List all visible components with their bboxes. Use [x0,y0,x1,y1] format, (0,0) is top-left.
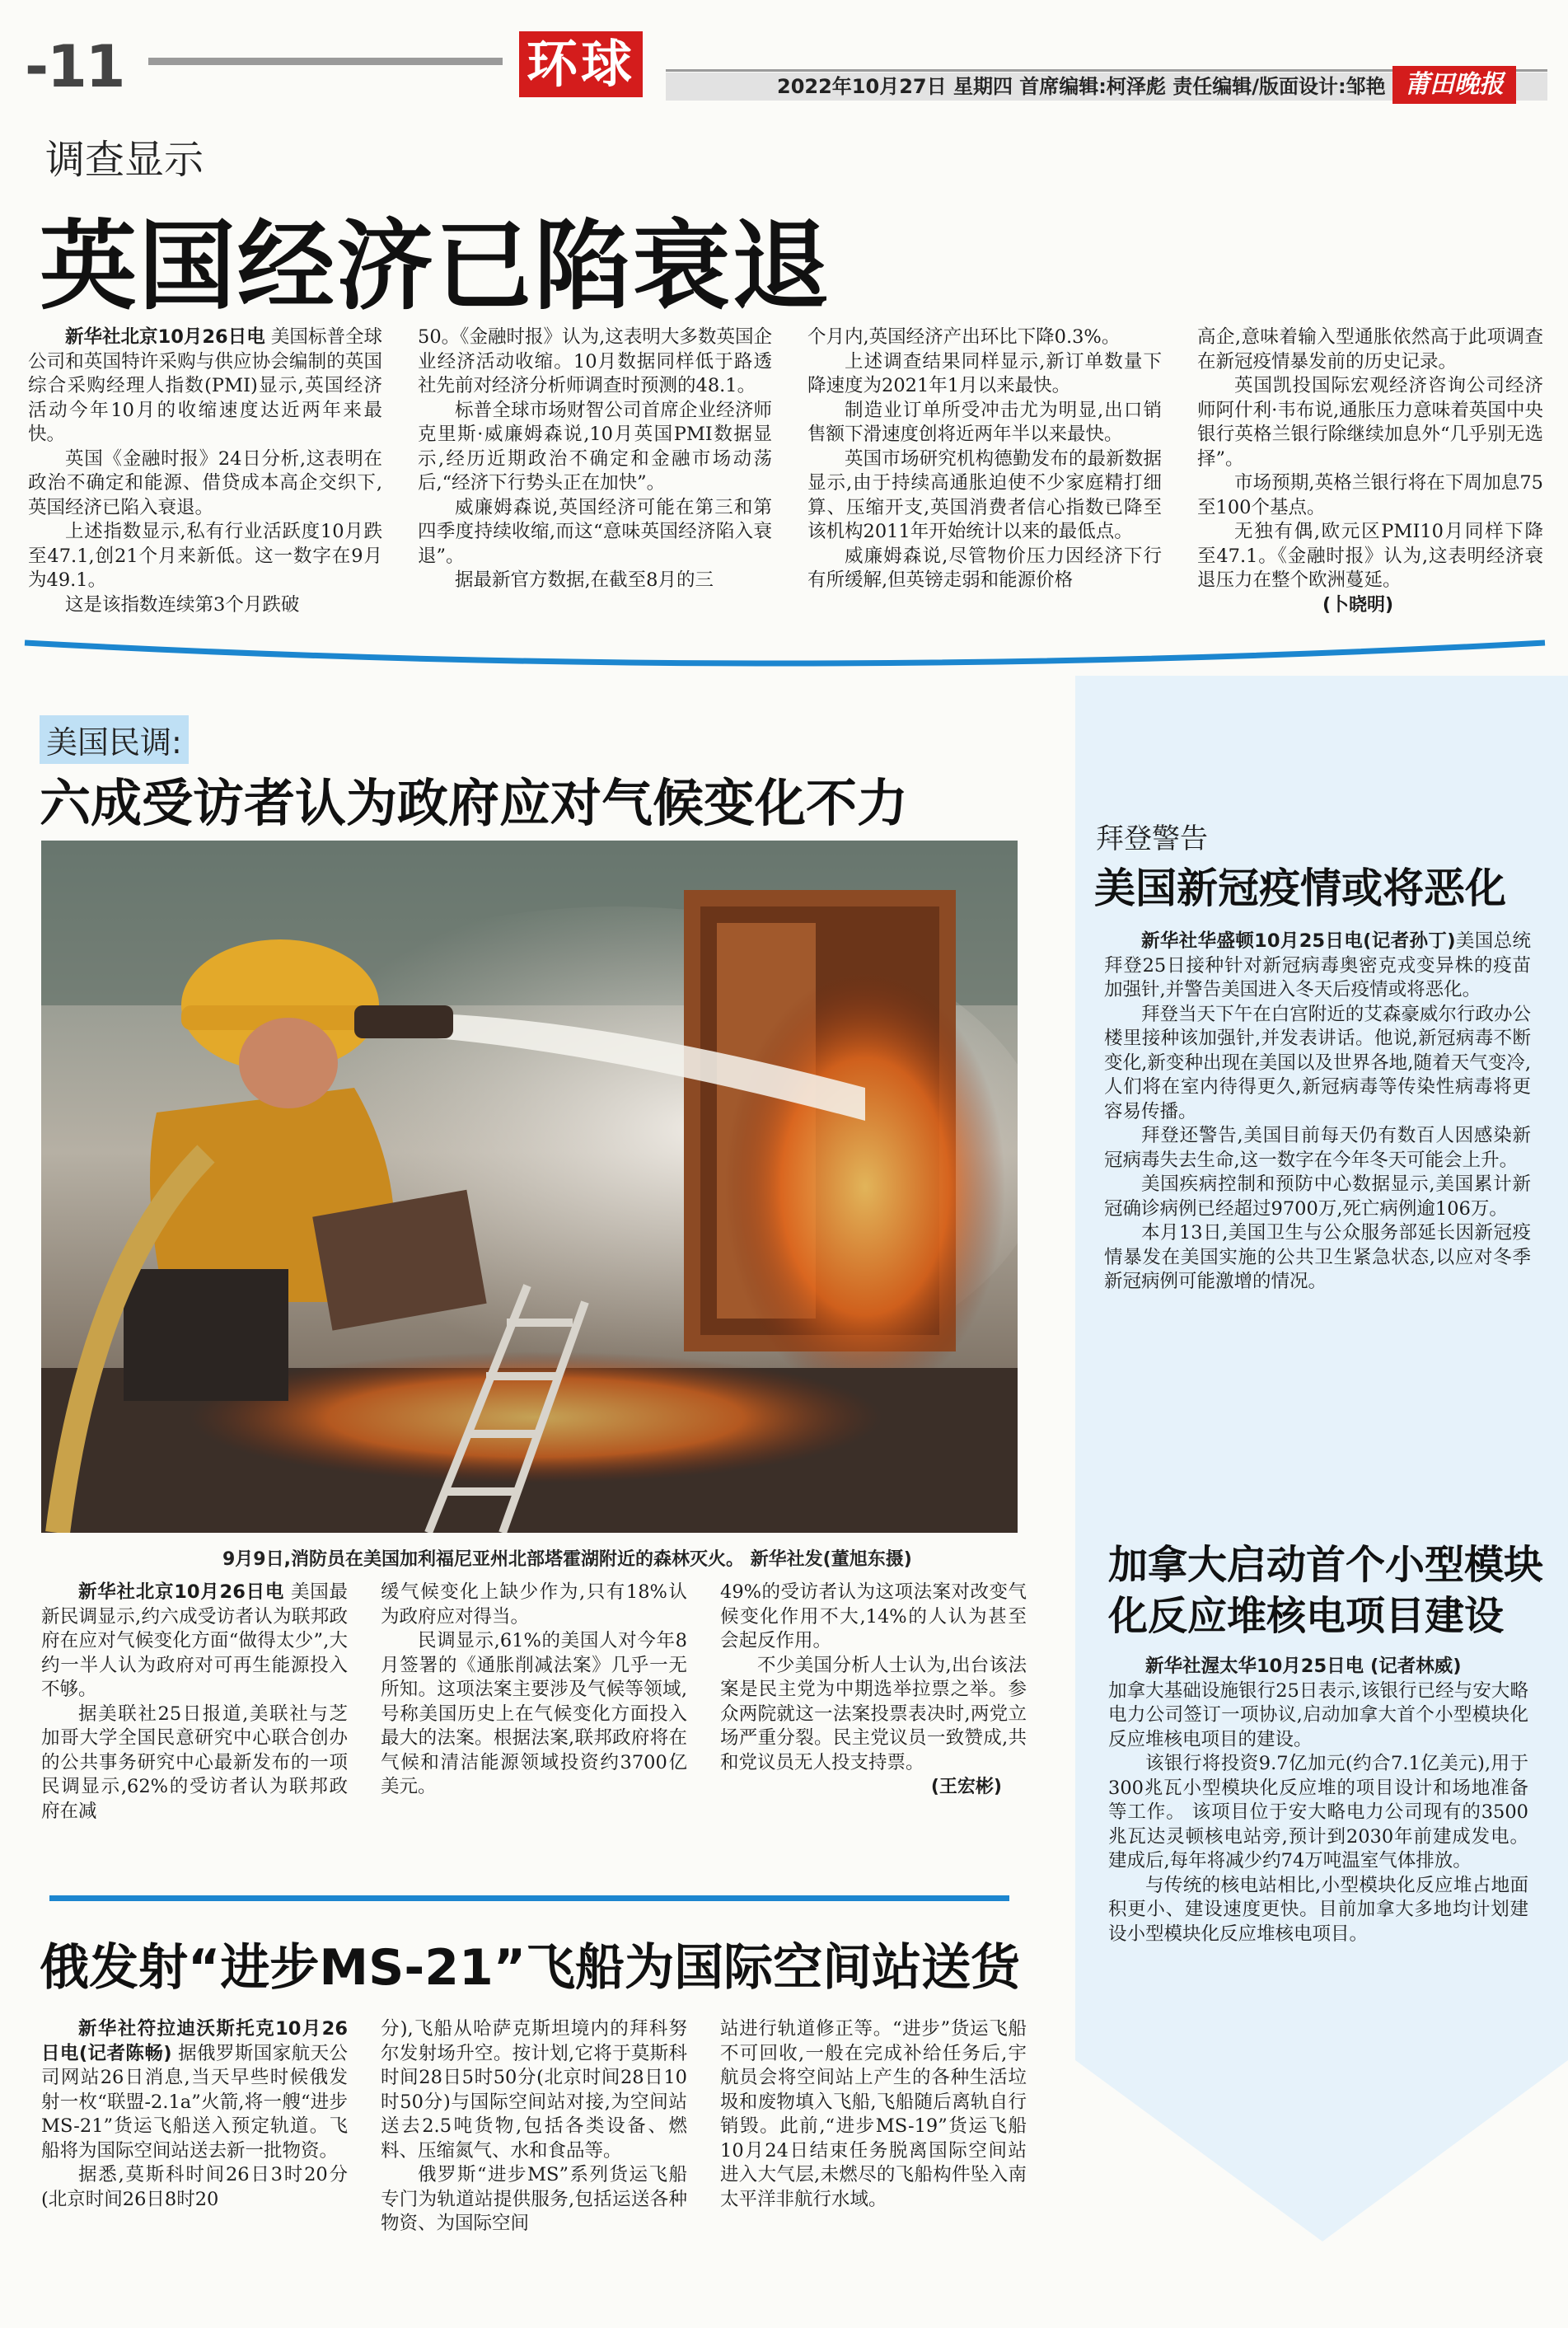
article2-kicker: 美国民调: [40,715,189,764]
article2-col1: 新华社北京10月26日电 美国最新民调显示,约六成受访者认为联邦政府在应对气候变化方面“做得太少”,大约一半人认为政府对可再生能源投入不够。 据美联社25日报道,美联社与芝加哥大学全国民意研究中心联合创办的公共事务研究中心最新发布的一项民调显示,62%的受访者认为联邦政府在减 [41,1581,348,1822]
sidebar1-body: 新华社华盛顿10月25日电(记者孙丁)美国总统拜登25日接种针对新冠病毒奥密克戎变异株的疫苗加强针,并警告美国进入冬天后疫情或将恶化。 拜登当天下午在白宫附近的艾森豪威尔行政办公楼里接种该加强针,并发表讲话。他说,新冠病毒不断变化,新变种出现在美国以及世界各地,随着天气变冷,人们将在室内待得更久,新冠病毒等传染性病毒将更容易传播。 拜登还警告,美国目前每天仍有数百人因感染新冠病毒失去生命,这一数字在今年冬天可能会上升。 美国疾病控制和预防中心数据显示,美国累计新冠确诊病例已经超过9700万,死亡病例逾106万。 本月13日,美国卫生与公众服务部延长因新冠疫情暴发在美国实施的公共卫生紧急状态,以应对冬季新冠病例可能激增的情况。 [1104,930,1531,1292]
article1-kicker: 调查显示 [45,137,204,183]
paper-logo: 莆田晚报 [1392,66,1516,104]
sidebar1-headline: 美国新冠疫情或将恶化 [1094,864,1506,912]
article1-byline: (卜晓明) [1322,594,1394,616]
article3-col1: 新华社符拉迪沃斯托克10月26日电(记者陈畅) 据俄罗斯国家航天公司网站26日消息,当天早些时候俄发射一枚“联盟-2.1a”火箭,将一艘“进步MS-21”货运飞船送入预定轨道。飞船将为国际空间站送去新一批物资。 据悉,莫斯科时间26日3时20分(北京时间26日8时20 [41,2018,348,2210]
sidebar-panel [1075,676,1568,2328]
date-line: 2022年10月27日 星期四 首席编辑:柯泽彪 责任编辑/版面设计:邹艳 [666,73,1547,101]
sidebar1-dateline: 新华社华盛顿10月25日电(记者孙丁) [1141,930,1456,952]
sidebar2-body: 新华社渥太华10月25日电 (记者林威) 加拿大基础设施银行25日表示,该银行已经与安大略电力公司签订一项协议,启动加拿大首个小型模块化反应堆核电项目的建设。 该银行将投资9.7亿加元(约合7.1亿美元),用于300兆瓦小型模块化反应堆的项目设计和场地准备等工作。 该项目位于安大略电力公司现有的3500兆瓦达灵顿核电站旁,预计到2030年前建成发电。建成后,每年将减少约74万吨温室气体排放。 与传统的核电站相比,小型模块化反应堆占地面积更小、建设速度更快。目前加拿大多地均计划建设小型模块化反应堆核电项目。 [1108,1656,1528,1945]
article2-divider [49,1895,1009,1901]
article2-col3: 49%的受访者认为这项法案对改变气候变化作用不大,14%的人认为甚至会起反作用。 不少美国分析人士认为,出台该法案是民主党为中期选举拉票之举。参众两院就这一法案投票表决时,两党立场严重分裂。民主党议员一致赞成,共和党议员无人投支持票。 (王宏彬) [720,1581,1027,1800]
photo-caption: 9月9日,消防员在美国加利福尼亚州北部塔霍湖附近的森林灭火。 新华社发(董旭东摄) [222,1549,912,1570]
article3-col3: 站进行轨道修正等。“进步”货运飞船不可回收,一般在完成补给任务后,宇航员会将空间站上产生的各种生活垃圾和废物填入飞船,飞船随后离轨自行销毁。此前,“进步MS-19”货运飞船10月24日结束任务脱离国际空间站进入大气层,未燃尽的飞船构件坠入南太平洋非航行水域。 [720,2018,1027,2210]
article1-col1: 新华社北京10月26日电 美国标普全球公司和英国特许采购与供应协会编制的英国综合采购经理人指数(PMI)显示,英国经济活动今年10月的收缩速度达近两年来最快。 英国《金融时报》24日分析,这表明在政治不确定和能源、借贷成本高企交织下,英国经济已陷入衰退。 上述指数显示,私有行业活跃度10月跌至47.1,创21个月来新低。这一数字在9月为49.1。 这是该指数连续第3个月跌破 [28,326,382,616]
section-tag: 环球 [519,31,643,97]
article1-headline: 英国经济已陷衰退 [40,209,831,323]
article2-col2: 缓气候变化上缺少作为,只有18%认为政府应对得当。 民调显示,61%的美国人对今年8月签署的《通胀削减法案》几乎一无所知。这项法案主要涉及气候等领域,号称美国历史上在气候变化方面投入最大的法案。根据法案,联邦政府将在气候和清洁能源领域投资约3700亿美元。 [381,1581,687,1797]
article2-dateline: 新华社北京10月26日电 [78,1581,285,1603]
page-number: -11 [25,33,124,101]
article2-headline: 六成受访者认为政府应对气候变化不力 [40,773,909,833]
sidebar2-headline-line1: 加拿大启动首个小型模块 [1108,1542,1544,1588]
masthead-rule [148,58,503,65]
sidebar2-dateline: 新华社渥太华10月25日电 (记者林威) [1145,1656,1462,1677]
article1-col4: 高企,意味着输入型通胀依然高于此项调查在新冠疫情暴发前的历史记录。 英国凯投国际宏观经济咨询公司经济师阿什利·韦布说,通胀压力意味着英国中央银行英格兰银行除继续加息外“几乎别无选择”。 市场预期,英格兰银行将在下周加息75至100个基点。 无独有偶,欧元区PMI10月同样下降至47.1。《金融时报》认为,这表明经济衰退压力在整个欧洲蔓延。 (卜晓明) [1197,326,1543,617]
article1-col2: 50。《金融时报》认为,这表明大多数英国企业经济活动收缩。10月数据同样低于路透社先前对经济分析师调查时预测的48.1。 标普全球市场财智公司首席企业经济师克里斯·威廉姆森说,10月英国PMI数据显示,经历近期政治不确定和金融市场动荡后,“经济下行势头正在加快”。 威廉姆森说,英国经济可能在第三和第四季度持续收缩,而这“意味英国经济陷入衰退”。 据最新官方数据,在截至8月的三 [418,326,772,591]
article3-headline: 俄发射“进步MS-21”飞船为国际空间站送货 [40,1939,1021,1997]
article1-dateline: 新华社北京10月26日电 [65,326,265,348]
sidebar1-kicker: 拜登警告 [1096,822,1208,855]
firefighter-photo [41,841,1018,1533]
sidebar2-headline-line2: 化反应堆核电项目建设 [1108,1593,1505,1639]
article3-col2: 分),飞船从哈萨克斯坦境内的拜科努尔发射场升空。按计划,它将于莫斯科时间28日5时50分(北京时间28日10时50分)与国际空间站对接,为空间站送去2.5吨货物,包括各类设备、燃料、压缩氮气、水和食品等。 俄罗斯“进步MS”系列货运飞船专门为轨道站提供服务,包括运送各种物资、为国际空间 [381,2018,687,2234]
article1-col3: 个月内,英国经济产出环比下降0.3%。 上述调查结果同样显示,新订单数量下降速度为2021年1月以来最快。 制造业订单所受冲击尤为明显,出口销售额下滑速度创将近两年半以来最快。 英国市场研究机构德勤发布的最新数据显示,由于持续高通胀迫使不少家庭精打细算、压缩开支,英国消费者信心指数已降至该机构2011年开始统计以来的最低点。 威廉姆森说,尽管物价压力因经济下行有所缓解,但英镑走弱和能源价格 [807,326,1162,591]
article2-byline: (王宏彬) [930,1777,1002,1797]
article3-dateline: 新华社符拉迪沃斯托克10月26日电(记者陈畅) [41,2018,348,2064]
